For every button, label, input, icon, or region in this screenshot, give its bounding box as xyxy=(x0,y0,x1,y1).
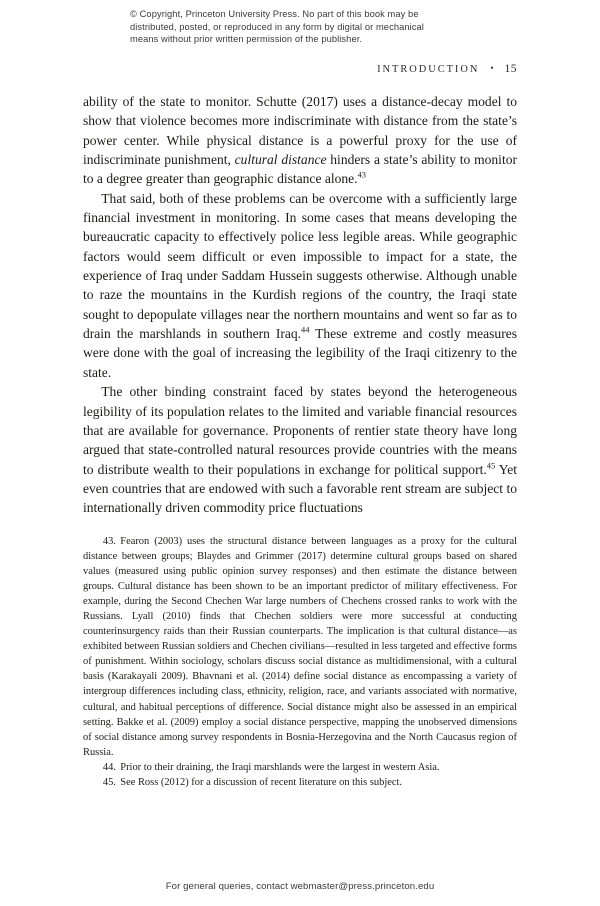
text-run: Yet even countries that are endowed with such a favorable rent stream are subject to internationally driven commodity price fluctuations xyxy=(83,461,517,516)
text-run: The other binding constraint faced by states beyond the heterogeneous legibility of its population relates to the limited and variable financial resources that are available for governance. Proponents of rentier state theory have long argued that state-controlled natural resources provide countries with the means to distribute wealth to their populations in exchange for political support. xyxy=(83,384,517,477)
footnote-number: 45. xyxy=(102,776,116,788)
copyright-line: means without prior written permission of the publisher. xyxy=(130,34,363,45)
footnote-44 xyxy=(83,760,517,775)
para-rentier xyxy=(83,382,517,517)
para-monitor xyxy=(83,92,517,189)
footnote-45 xyxy=(83,775,517,790)
emphasized-term: cultural distance xyxy=(234,152,327,168)
footnote-reference-43[interactable]: 43 xyxy=(357,170,366,180)
running-head-label: INTRODUCTION xyxy=(377,64,480,75)
footnotes-section xyxy=(83,534,517,790)
footnote-text: See Ross (2012) for a discussion of recent literature on this subject. xyxy=(120,776,403,788)
text-run: That said, both of these problems can be overcome with a sufficiently large financial investment in monitoring. In some cases that means developing the bureaucratic capacity to effectively police less legible areas. While geographic factors would seem difficult or even impossible to impact for a state, the experience of Iraq under Saddam Hussein suggests otherwise. Although unable to raze the mountains in the Kurdish regions of the country, the Iraqi state sought to depopulate villages near the northern mountains and went so far as to drain the marshlands in southern Iraq. xyxy=(83,190,517,342)
text-run: hinders a state’s ability to monitor to a degree greater than geographic distance alone. xyxy=(83,152,517,187)
footnote-43 xyxy=(83,534,517,760)
copyright-line: distributed, posted, or reproduced in any form by digital or mechanical xyxy=(130,21,424,32)
footnote-text: Fearon (2003) uses the structural distance between languages as a proxy for the cultural distance between groups; Blaydes and Grimmer (2017) determine cultural groups based on shared values (measured using public opinion survey responses) and then estimate the distance between groups. Cultural distance has been shown to be an important predictor of military effectiveness. For example, during the Second Chechen War large numbers of Chechens crossed ranks to work with the Russians. Lyall (2010) finds that Chechen soldiers were more successful at conducting counterinsurgency raids than their Russian counterparts. The implication is that cultural distance—as exhibited between Russian soldiers and Chechen civilians—resulted in less targeted and effective forms of punishment. Within sociology, scholars discuss social distance as multidimensional, with a cultural basis (Karakayali 2009). Bhavnani et al. (2014) define social distance as encompassing a variety of intergroup differences including class, ethnicity, religion, race, and variants associated with normative, cultural, and habitual perceptions of difference. Social distance might also be assessed in an empirical setting. Bakke et al. (2009) employ a social distance perspective, mapping the unobserved dimensions of social distance among survey respondents in Bosnia-Herzegovina and the North Caucasus region of Russia. xyxy=(83,536,517,758)
footnote-reference-44[interactable]: 44 xyxy=(301,325,310,335)
copyright-line: © Copyright, Princeton University Press. No part of this book may be xyxy=(130,9,419,19)
footnote-text: Prior to their draining, the Iraqi marshlands were the largest in western Asia. xyxy=(120,761,440,773)
page-number: 15 xyxy=(504,62,517,75)
footer-contact: For general queries, contact webmaster@press.princeton.edu xyxy=(165,881,435,892)
copyright-notice xyxy=(130,8,475,46)
body-text xyxy=(83,92,517,518)
text-run: These extreme and costly measures were done with the goal of increasing the legibility of the Iraqi citizenry to the state. xyxy=(83,326,517,380)
running-head xyxy=(377,62,517,75)
footnote-number: 44. xyxy=(102,761,116,773)
footnote-reference-45[interactable]: 45 xyxy=(486,461,496,471)
para-investment xyxy=(83,189,517,382)
footnote-number: 43. xyxy=(102,536,116,547)
running-head-separator-dot: • xyxy=(490,63,496,73)
text-run: ability of the state to monitor. Schutte (2017) uses a distance-decay model to show that violence becomes more indiscriminate with distance from the state’s power center. While physical distance is a powerful proxy for the use of indiscriminate punishment, xyxy=(83,94,517,168)
